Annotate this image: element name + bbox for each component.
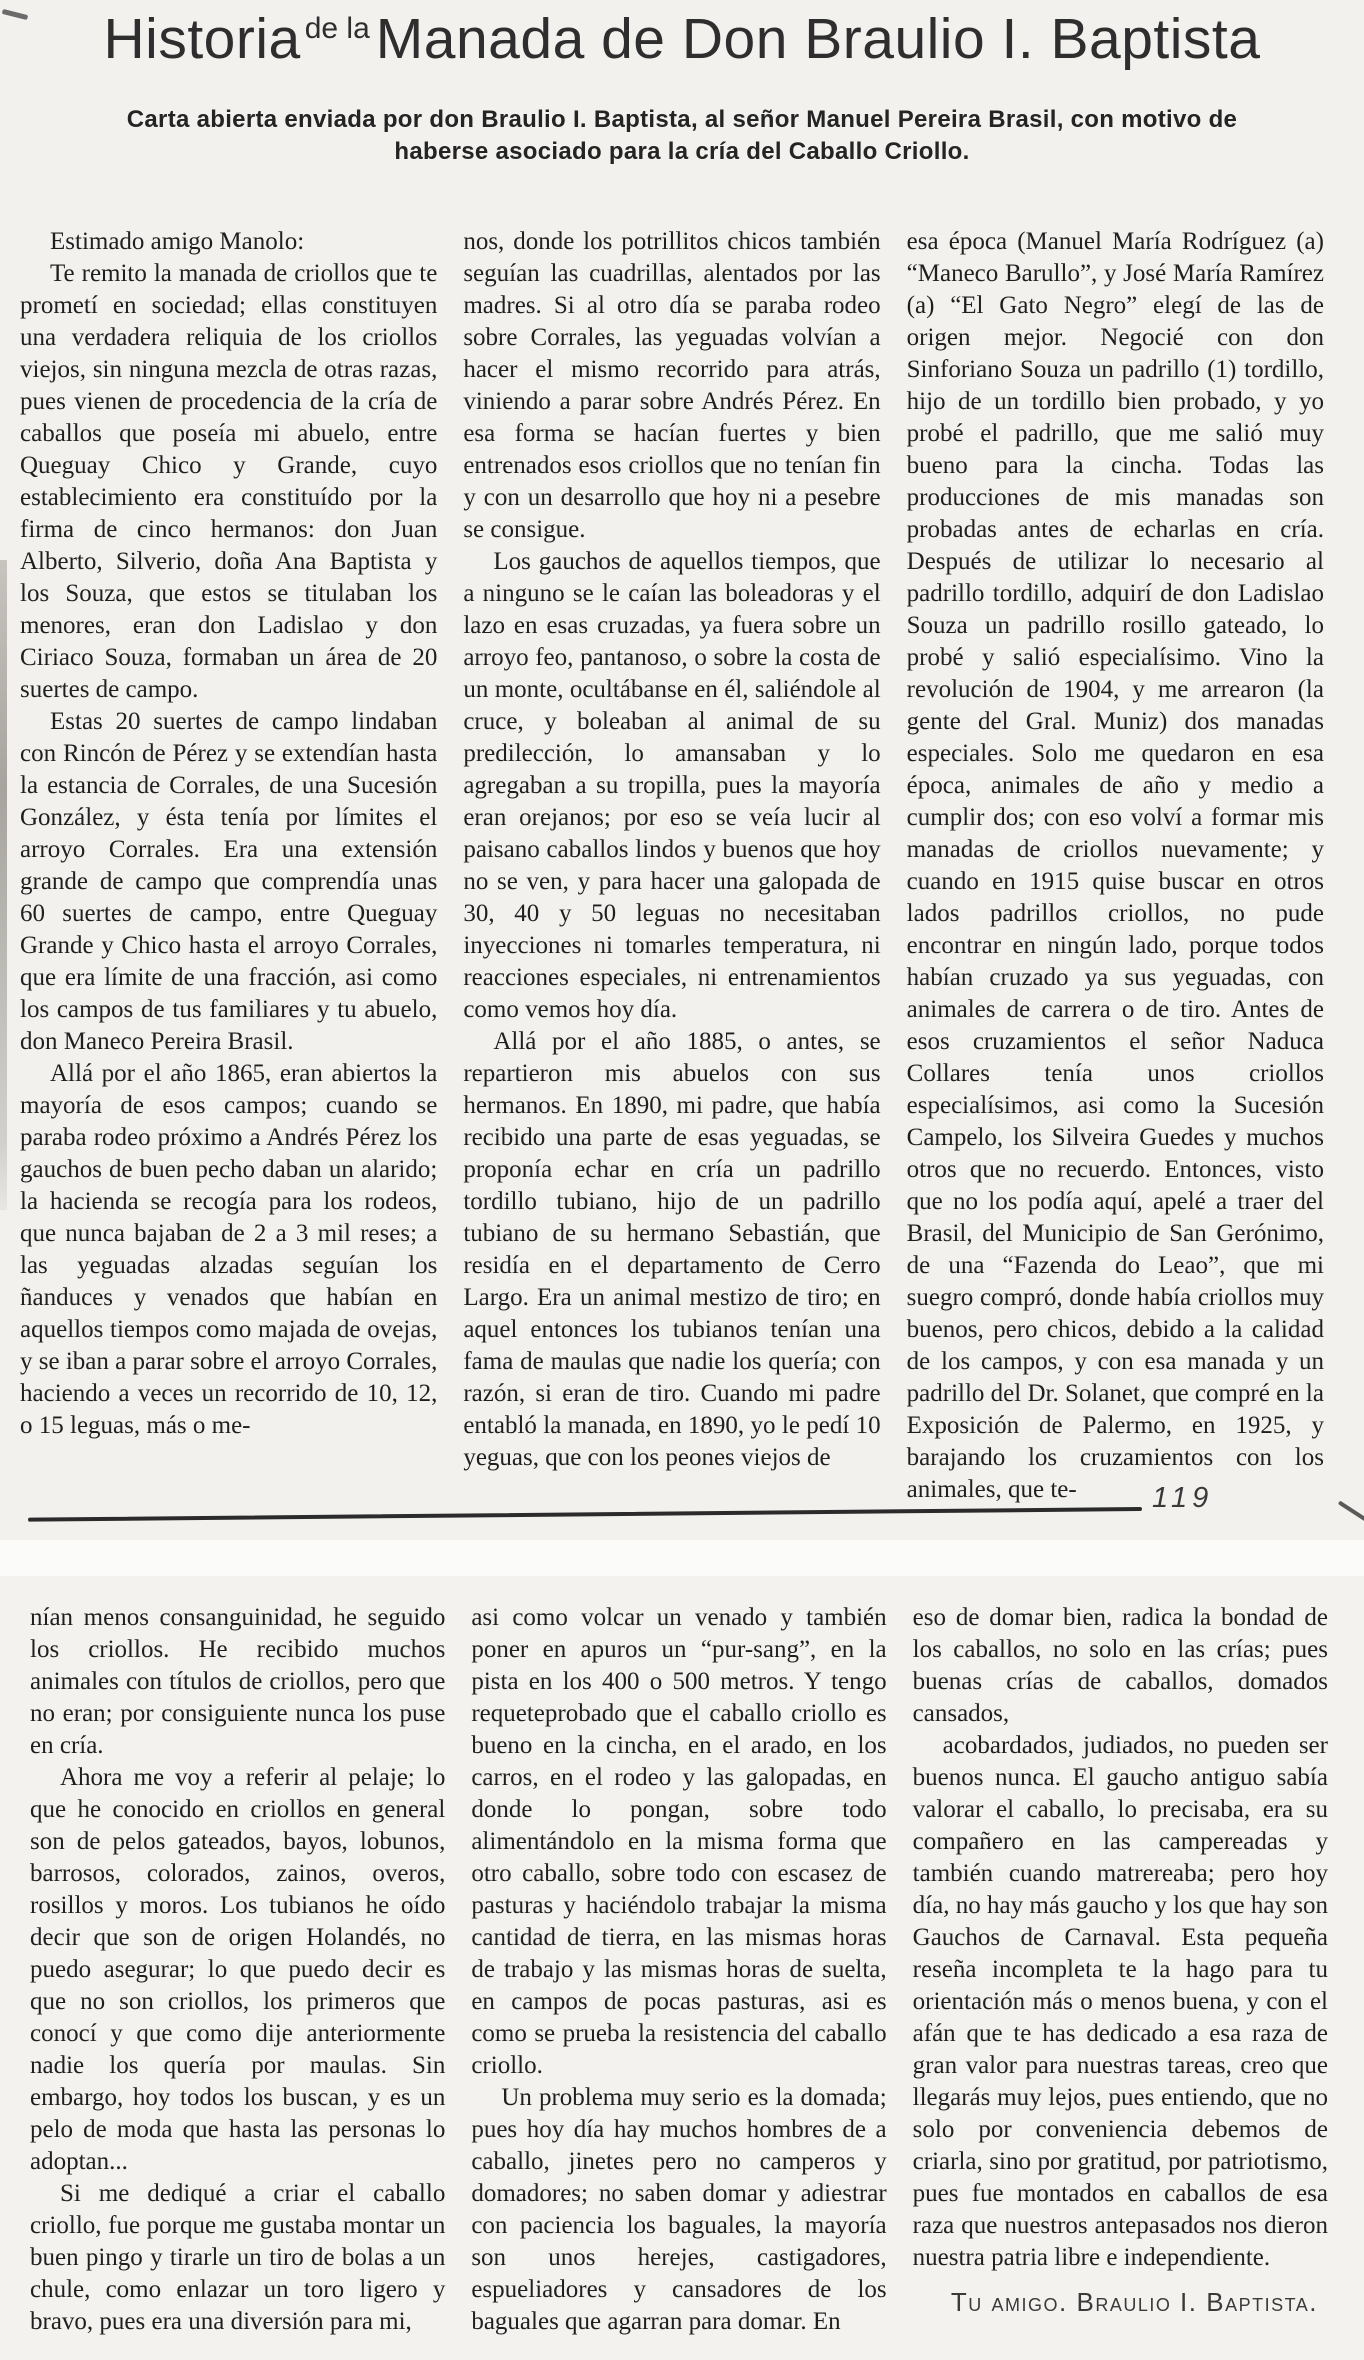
article-subtitle: Carta abierta enviada por don Braulio I. Baptista, al señor Manuel Pereira Brasil, con motivo de haberse asociado para la cría del Caballo Criollo.	[126, 106, 1238, 165]
paragraph: esa época (Manuel María Rodríguez (a) “Maneco Barullo”, y José María Ramírez (a) “El Gato Negro” elegí de las de origen mejor. Negocié con don Sinforiano Souza un padrillo (1) tordillo, hijo de un tordillo bien probado, y yo probé el padrillo, que me salió muy bueno para la cincha. Todas las producciones de mis manadas son probadas antes de echarlas en cría. Después de utilizar lo necesario al padrillo tordillo, adquirí de don Ladislao Souza un padrillo rosillo gateado, lo probé y salió especialísimo. Vino la revolución de 1904, y me arrearon (la gente del Gral. Muniz) dos manadas especiales. Solo me quedaron en esa época, animales de año y medio a cumplir dos; con eso volví a formar mis manadas de criollos nuevamente; y cuando en 1915 quise buscar en otros lados padrillos criollos, no pude encontrar en ningún lado, porque todos habían cruzado ya sus yeguadas, con animales de carrera o de tiro. Antes de esos cruzamientos el señor Naduca Collares tenía unos criollos especialísimos, asi como la Sucesión Campelo, los Silveira Guedes y muchos otros que no recuerdo. Entonces, visto que no los podía aquí, apelé a traer del Brasil, del Municipio de San Gerónimo, de una “Fazenda do Leao”, que mi suegro compró, donde había criollos muy buenos, pero chicos, debido a la calidad de los campos, y con esa manada y un padrillo del Dr. Solanet, que compré en la Exposición de Palermo, en 1925, y barajando los cruzamientos con los animales, que te-	[906, 228, 1324, 1503]
page-number: 119	[1152, 1482, 1214, 1514]
paragraph: eso de domar bien, radica la bondad de los caballos, no solo en las crías; pues buenas crías de caballos, domados cansados,	[912, 1604, 1328, 1727]
paragraph: Allá por el año 1885, o antes, se repartieron mis abuelos con sus hermanos. En 1890, mi padre, que había recibido una parte de esas yeguadas, se proponía echar en cría un padrillo tordillo tubiano, hijo de un padrillo tubiano de su hermano Sebastián, que residía en el departamento de Cerro Largo. Era un animal mestizo de tiro; en aquel entonces los tubianos tenían una fama de maulas que nadie los quería; con razón, si eran de tiro. Cuando mi padre entabló la manada, en 1890, yo le pedí 10 yeguas, que con los peones viejos de	[463, 1028, 881, 1471]
page2-column-3	[913, 1602, 1328, 2338]
paragraph: Allá por el año 1865, eran abiertos la mayoría de esos campos; cuando se paraba rodeo próximo a Andrés Pérez los gauchos de buen pecho daban un alarido; la hacienda se recogía para los rodeos, que nunca bajaban de 2 a 3 mil reses; a las yeguadas alzadas seguían los ñanduces y venados que habían en aquellos tiempos como majada de ovejas, y se iban a parar sobre el arroyo Corrales, haciendo a veces un recorrido de 10, 12, o 15 leguas, más o me-	[20, 1060, 438, 1439]
paragraph: Ahora me voy a referir al pelaje; lo que he conocido en criollos en general son de pelos gateados, bayos, lobunos, barrosos, colorados, zainos, overos, rosillos y moros. Los tubianos he oído decir que son de origen Holandés, no puedo asegurar; lo que puedo decir es que no son criollos, los primeros que conocí y que como dije anteriormente nadie los quería por maulas. Sin embargo, hoy todos los buscan, y es un pelo de moda que hasta las personas lo adoptan...	[30, 1764, 446, 2175]
title-superscript-de-la: de la	[304, 12, 370, 45]
page2-columns	[0, 1602, 1364, 2338]
page1-column-3	[907, 226, 1324, 1506]
paragraph: Estas 20 suertes de campo lindaban con Rincón de Pérez y se extendían hasta la estancia de Corrales, de una Sucesión González, y ésta tenía por límites el arroyo Corrales. Era una extensión grande de campo que comprendía unas 60 suertes de campo, entre Queguay Grande y Chico hasta el arroyo Corrales, que era límite de una fracción, asi como los campos de tus familiares y tu abuelo, don Maneco Pereira Brasil.	[20, 708, 438, 1055]
title-word-historia: Historia	[103, 7, 301, 71]
paragraph: Si me dediqué a criar el caballo criollo, fue porque me gustaba montar un buen pingo y tirarle un tiro de bolas a un chule, como enlazar un toro ligero y bravo, pues era una diversión para mi,	[30, 2180, 446, 2335]
page1-columns	[0, 226, 1364, 1506]
paragraph: nos, donde los potrillitos chicos también seguían las cuadrillas, alentados por las madres. Si al otro día se paraba rodeo sobre Corrales, las yeguadas volvían a hacer el mismo recorrido para atrás, viniendo a parar sobre Andrés Pérez. En esa forma se hacían fuertes y bien entrenados esos criollos que no tenían fin y con un desarrollo que hoy ni a pesebre se consigue.	[463, 228, 881, 543]
title-main-text: Manada de Don Braulio I. Baptista	[375, 7, 1261, 71]
paragraph: Estimado amigo Manolo:	[50, 228, 305, 255]
footer-rule	[28, 1507, 1142, 1522]
page2-column-2	[471, 1602, 886, 2338]
article-title	[0, 6, 1364, 72]
scan-artifact-left-edge	[0, 560, 7, 1210]
paragraph: nían menos consanguinidad, he seguido los criollos. He recibido muchos animales con títulos de criollos, pero que no eran; por consiguiente nunca los puse en cría.	[30, 1604, 446, 1759]
paragraph: Te remito la manada de criollos que te prometí en sociedad; ellas constituyen una verdadera reliquia de los criollos viejos, sin ninguna mezcla de otras razas, pues vienen de procedencia de la cría de caballos que poseía mi abuelo, entre Queguay Chico y Grande, cuyo establecimiento era constituído por la firma de cinco hermanos: don Juan Alberto, Silverio, doña Ana Baptista y los Souza, que estos se titulaban los menores, eran don Ladislao y don Ciriaco Souza, formaban un área de 20 suertes de campo.	[20, 260, 438, 703]
page1-column-2	[463, 226, 880, 1506]
paragraph: asi como volcar un venado y también poner en apuros un “pur-sang”, en la pista en los 400 o 500 metros. Y tengo requeteprobado que el caballo criollo es bueno en la cincha, en el arado, en los carros, en el rodeo y las galopadas, en donde lo pongan, sobre todo alimentándolo en la misma forma que otro caballo, sobre todo con escasez de pasturas y haciéndolo trabajar la misma cantidad de tierra, en las mismas horas de trabajo y las mismas horas de suelta, en campos de pocas pasturas, asi es como se prueba la resistencia del caballo criollo.	[471, 1604, 887, 2079]
paragraph: acobardados, judiados, no pueden ser buenos nunca. El gaucho antiguo sabía valorar el caballo, lo precisaba, era su compañero en las campereadas y también cuando matrereaba; pero hoy día, no hay más gaucho y los que hay son Gauchos de Carnaval. Esta pequeña reseña incompleta te la hago para tu orientación más o menos buena, y con el afán que te has dedicado a esa raza de gran valor para nuestras tareas, creo que llegarás muy lejos, pues entiendo, que no solo por conveniencia debemos de criarla, sino por gratitud, por patriotismo, pues fue montados en caballos de esa raza que nuestros antepasados nos dieron nuestra patria libre e independiente.	[912, 1732, 1328, 2271]
paragraph: Un problema muy serio es la domada; pues hoy día hay muchos hombres de a caballo, jinetes pero no camperos y domadores; no saben domar y adiestrar con paciencia los baguales, la mayoría son unos herejes, castigadores, espueliadores y cansadores de los baguales que agarran para domar. En	[471, 2084, 887, 2335]
letter-signature: Tu amigo. Braulio I. Baptista.	[950, 2287, 1318, 2317]
page1-column-1	[20, 226, 437, 1506]
page-2	[0, 1576, 1364, 2360]
paragraph: Los gauchos de aquellos tiempos, que a ninguno se le caían las boleadoras y el lazo en esas cruzadas, ya fuera sobre un arroyo feo, pantanoso, o sobre la costa de un monte, ocultábanse en él, saliéndole al cruce, y boleaban al animal de su predilección, lo amansaban y lo agregaban a su tropilla, pues la mayoría eran orejanos; por eso se veía lucir al paisano caballos lindos y buenos que hoy no se ven, y para hacer una galopada de 30, 40 y 50 leguas no necesitaban inyecciones ni tomarles temperatura, ni reacciones especiales, ni entrenamientos como vemos hoy día.	[463, 548, 881, 1023]
page2-column-1	[30, 1602, 445, 2338]
